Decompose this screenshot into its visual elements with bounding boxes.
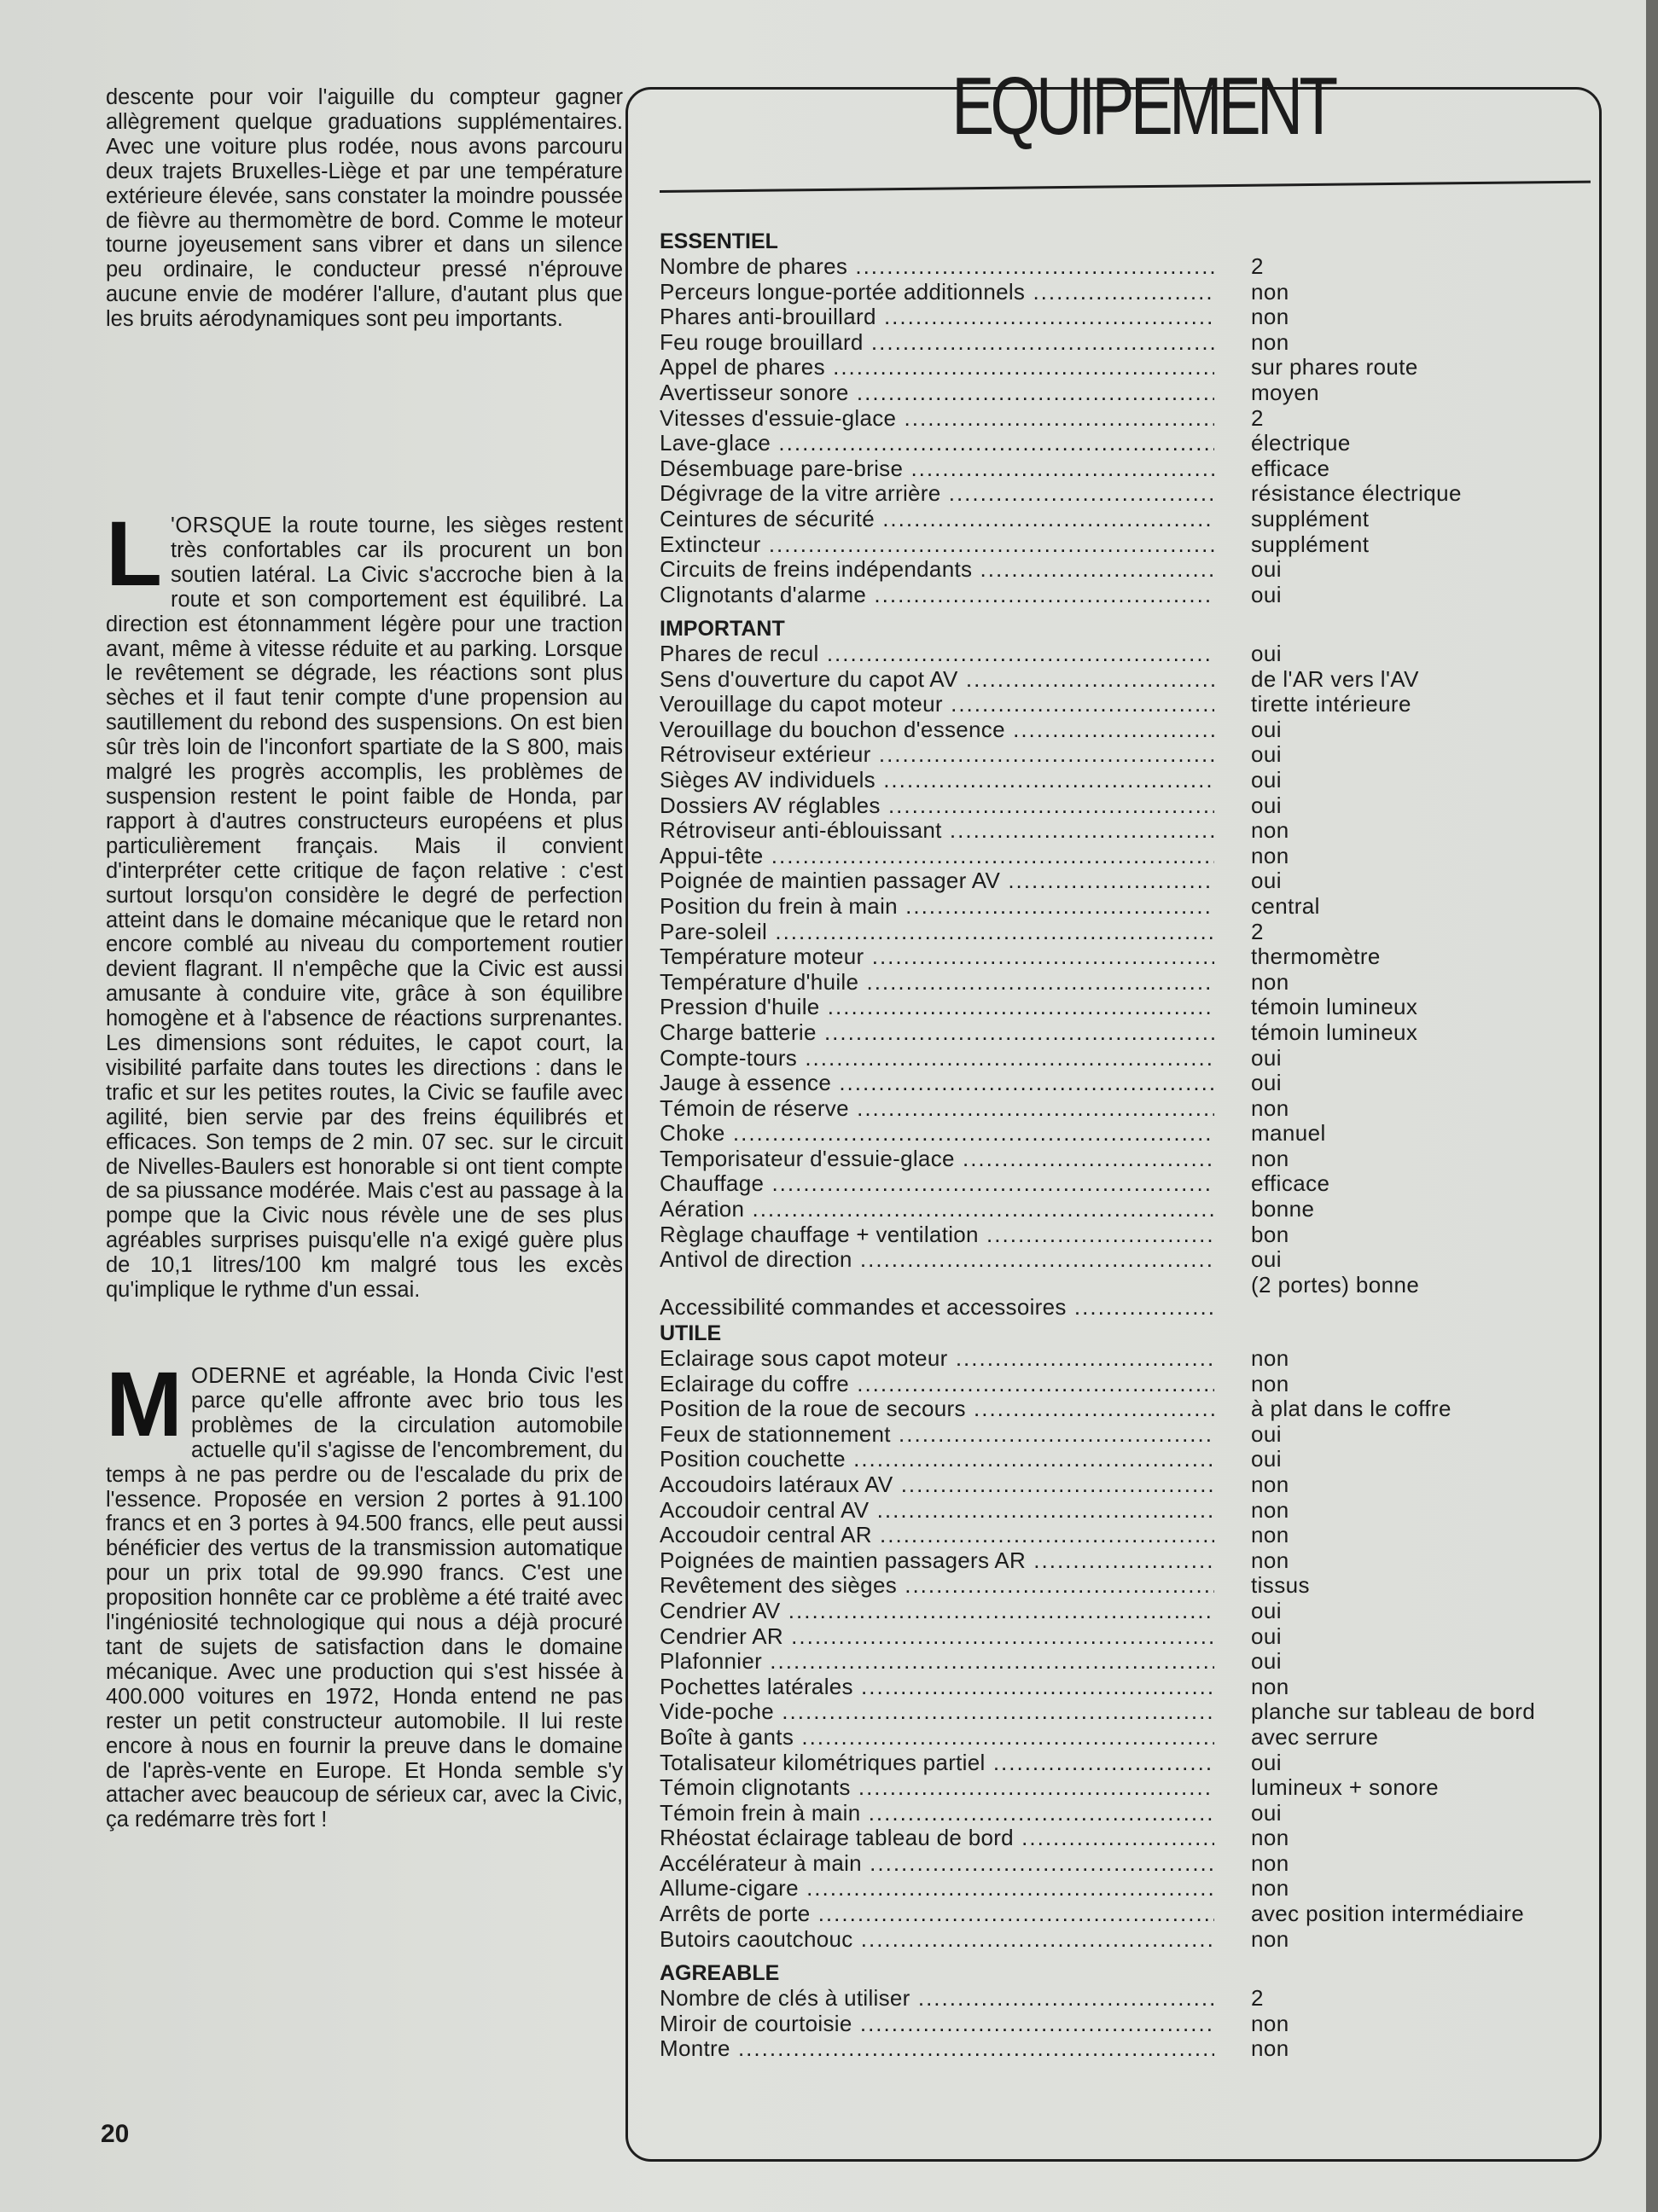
equipment-value: thermomètre: [1251, 943, 1381, 970]
equipment-value: oui: [1251, 581, 1282, 607]
page-edge-shadow: [1646, 0, 1658, 2212]
equipment-value: oui: [1251, 1044, 1282, 1071]
equipment-value: non: [1251, 1825, 1289, 1851]
equipment-label: Sièges AV individuels .....: [660, 768, 1214, 793]
equipment-row: [660, 1851, 1590, 1877]
article-paragraph-conclusion: [106, 1352, 623, 1832]
equipment-row: [660, 532, 1590, 558]
section-heading: AGREABLE: [660, 1961, 780, 1985]
equipment-value: oui: [1251, 1623, 1282, 1649]
equipment-row: [660, 1247, 1590, 1273]
equipment-label: Nombre de clés à utiliser .....: [660, 1986, 1214, 2012]
equipment-label: Verouillage du capot moteur .....: [660, 692, 1214, 717]
equipment-value: résistance électrique: [1251, 480, 1462, 507]
equipment-label: Perceurs longue-portée additionnels .....: [660, 280, 1214, 305]
equipment-label: Cendrier AV .....: [660, 1599, 1214, 1624]
equipment-label: Accoudoir central AV .....: [660, 1498, 1214, 1524]
equipment-value: 2: [1251, 1985, 1264, 2011]
equipment-value: non: [1251, 1673, 1289, 1699]
equipment-label: Accessibilité commandes et accessoires .....: [660, 1295, 1214, 1321]
equipment-value: efficace: [1251, 455, 1330, 481]
equipment-row: [660, 1372, 1590, 1397]
equipment-row: [660, 1422, 1590, 1448]
article-paragraph-handling: [106, 502, 623, 1303]
equipment-value: 2: [1251, 404, 1264, 431]
equipment-value: oui: [1251, 741, 1282, 768]
equipment-value: bonne: [1251, 1196, 1315, 1222]
equipment-label: Désembuage pare-brise .....: [660, 456, 1214, 482]
equipment-value: non: [1251, 328, 1289, 355]
equipment-label: Rhéostat éclairage tableau de bord .....: [660, 1826, 1214, 1851]
equipment-value: manuel: [1251, 1120, 1326, 1147]
equipment-value: non: [1251, 304, 1289, 330]
equipment-value: oui: [1251, 1246, 1282, 1273]
equipment-value: planche sur tableau de bord: [1251, 1698, 1536, 1725]
equipment-label: Rétroviseur extérieur .....: [660, 742, 1214, 768]
equipment-label: Poignées de maintien passagers AR .....: [660, 1548, 1214, 1574]
equipment-row: [660, 507, 1590, 532]
equipment-label: Position de la roue de secours .....: [660, 1396, 1214, 1422]
equipment-label: Verouillage du bouchon d'essence .....: [660, 717, 1214, 743]
equipment-label: Témoin frein à main .....: [660, 1801, 1214, 1826]
equipment-row: [660, 995, 1590, 1020]
equipment-label: Pression d'huile .....: [660, 995, 1214, 1020]
equipment-title: EQUIPEMENT: [951, 61, 1335, 152]
equipment-value: non: [1251, 968, 1289, 995]
equipment-value: moyen: [1251, 379, 1320, 405]
equipment-row: [660, 1046, 1590, 1071]
equipment-row: [660, 944, 1590, 970]
equipment-row: [660, 920, 1590, 945]
equipment-label: Appel de phares .....: [660, 355, 1214, 380]
paragraph-text: et agréable, la Honda Civic l'est parce qu'elle affronte avec brio tous les problèmes de la circulation automobile actuelle qu'il s'agisse de l'encombrement, du temps à ne pas perdre ou de l'escalade du prix de l'essence. Proposée en version 2 portes à 91.100 francs et en 3 portes à 94.500 francs, elle peut aussi bénéficier des vertus de la transmission automatique pour un prix total de 99.990 francs. C'est une proposition honnête car ce problème a été traité avec l'ingéniosité technologique qui nous a déjà procuré tant de sujets de satisfaction dans le domaine mécanique. Avec une production qui s'est hissée à 400.000 voitures en 1972, Honda entend ne pas rester un petit constructeur automobile. Il lui reste encore à nous en fournir la preuve dans le domaine de l'après-vente en Europe. Et Honda semble s'y attacher avec beaucoup de sérieux car, avec la Civic, ça redémarre très fort !: [106, 1364, 623, 1832]
equipment-label: Pare-soleil .....: [660, 920, 1214, 945]
equipment-value: non: [1251, 1925, 1289, 1952]
lead-word: 'ORSQUE: [170, 514, 272, 537]
equipment-label: Miroir de courtoisie .....: [660, 2012, 1214, 2037]
equipment-value: avec serrure: [1251, 1723, 1379, 1750]
equipment-value: non: [1251, 1496, 1289, 1523]
equipment-row: [660, 1750, 1590, 1776]
equipment-row: [660, 970, 1590, 996]
equipment-label: Aération .....: [660, 1197, 1214, 1222]
equipment-label: Cendrier AR .....: [660, 1624, 1214, 1650]
equipment-row: [660, 793, 1590, 819]
equipment-row: [660, 1986, 1590, 2012]
page-number: 20: [101, 2120, 130, 2148]
equipment-value: supplément: [1251, 505, 1370, 531]
equipment-value: non: [1251, 1370, 1289, 1396]
equipment-value: oui: [1251, 766, 1282, 792]
equipment-value: non: [1251, 817, 1289, 844]
article-paragraph-intro: descente pour voir l'aiguille du compteur gagner allègrement quelque graduations supplémentaires. Avec une voiture plus rodée, nous avons parcouru deux trajets Bruxelles-Liège et par une température extérieure élevée, sans constater la moindre poussée de fièvre au thermomètre de bord. Comme le moteur tourne joyeusement sans vibrer et dans un silence peu ordinaire, le conducteur pressé n'éprouve aucune envie de modérer l'allure, d'autant plus que les bruits aérodynamiques sont peu importants.: [106, 85, 623, 332]
equipment-value: oui: [1251, 1648, 1282, 1675]
equipment-value: oui: [1251, 1070, 1282, 1096]
paragraph-text: la route tourne, les sièges restent très confortables car ils procurent un bon soutien latéral. La Civic s'accroche bien à la route et son comportement est équilibré. La direction est étonnamment légère pour une traction avant, même à vitesse réduite et au parking. Lorsque le revêtement se dégrade, les réactions sont plus sèches et il faut tenir compte d'une propension au sautillement du rebond des suspensions. On est bien sûr très loin de l'inconfort spartiate de la S 800, mais malgré les progrès accomplis, les problèmes de suspension restent le point faible de Honda, par rapport à d'autres constructeurs européens et plus particulièrement français. Mais il convient d'interpréter cette critique de façon relative : c'est surtout lorsqu'on considère le degré de perfection atteint dans le domaine mécanique que le retard non encore comblé au niveau du comportement routier devient flagrant. Il n'empêche que la Civic est aussi amusante à conduire vite, grâce à son équilibre homogène et à l'absence de réactions surprenantes. Les dimensions sont réduites, le capot court, la visibilité parfaite dans toutes les directions : dans le trafic et sur les petites routes, la Civic se faufile avec agilité, bien servie par des freins équilibrés et efficaces. Son temps de 2 min. 07 sec. sur le circuit de Nivelles-Baulers est honorable si ont tient compte de sa piussance modérée. Mais c'est au passage à la pompe que la Civic nous révèle une de ses plus agréables surprises puisqu'elle n'a exigé guère plus de 10,1 litres/100 km malgré tous les excès qu'implique le rythme d'un essai.: [106, 514, 623, 1303]
equipment-row: [660, 844, 1590, 869]
equipment-value: électrique: [1251, 430, 1351, 456]
equipment-value: oui: [1251, 868, 1282, 894]
equipment-value: oui: [1251, 792, 1282, 818]
equipment-label: Dossiers AV réglables .....: [660, 793, 1214, 819]
equipment-value: lumineux + sonore: [1251, 1774, 1439, 1801]
equipment-label: Chauffage .....: [660, 1171, 1214, 1197]
equipment-value: oui: [1251, 1420, 1282, 1447]
dropcap-m: M: [106, 1352, 183, 1455]
equipment-label: Charge batterie .....: [660, 1020, 1214, 1046]
equipment-label: Position du frein à main .....: [660, 894, 1214, 920]
equipment-row: [660, 305, 1590, 330]
equipment-value: oui: [1251, 716, 1282, 742]
section-heading: IMPORTANT: [660, 617, 785, 641]
equipment-value: oui: [1251, 1749, 1282, 1775]
equipment-row: [660, 1171, 1590, 1197]
equipment-label: Montre .....: [660, 2036, 1214, 2062]
equipment-row: [660, 1498, 1590, 1524]
equipment-label: Phares de recul .....: [660, 642, 1214, 667]
equipment-value: avec position intermédiaire: [1251, 1901, 1525, 1927]
equipment-label: Compte-tours .....: [660, 1046, 1214, 1071]
equipment-label: Position couchette .....: [660, 1447, 1214, 1472]
equipment-label: Lave-glace .....: [660, 431, 1214, 456]
equipment-value: tirette intérieure: [1251, 691, 1411, 717]
equipment-value: bon: [1251, 1221, 1289, 1247]
equipment-label: Température moteur .....: [660, 944, 1214, 970]
equipment-row: [660, 431, 1590, 456]
equipment-row: [660, 642, 1590, 667]
equipment-row: [660, 1725, 1590, 1750]
equipment-value: à plat dans le coffre: [1251, 1396, 1451, 1422]
equipment-row: [660, 1071, 1590, 1096]
equipment-value: 2: [1251, 918, 1264, 944]
equipment-value: non: [1251, 278, 1289, 305]
equipment-label: Feux de stationnement .....: [660, 1422, 1214, 1448]
equipment-value: non: [1251, 1849, 1289, 1876]
equipment-value: non: [1251, 1145, 1289, 1171]
equipment-label: Arrêts de porte .....: [660, 1901, 1214, 1927]
equipment-value: non: [1251, 1547, 1289, 1573]
equipment-section-agreable: [660, 1960, 1590, 2062]
equipment-label: Totalisateur kilométriques partiel .....: [660, 1750, 1214, 1776]
equipment-value: oui: [1251, 1799, 1282, 1826]
equipment-row: [660, 1876, 1590, 1901]
equipment-row: [660, 1222, 1590, 1248]
equipment-row: [660, 1346, 1590, 1372]
equipment-value: non: [1251, 1471, 1289, 1497]
equipment-value: 2: [1251, 253, 1264, 279]
equipment-value: témoin lumineux: [1251, 994, 1418, 1020]
equipment-value: oui: [1251, 641, 1282, 666]
equipment-row: [660, 254, 1590, 280]
equipment-row: [660, 742, 1590, 768]
equipment-label: Vitesses d'essuie-glace .....: [660, 406, 1214, 432]
equipment-row: [660, 1927, 1590, 1953]
equipment-label: Accoudoir central AR .....: [660, 1523, 1214, 1548]
equipment-label: Nombre de phares .....: [660, 254, 1214, 280]
equipment-label: Phares anti-brouillard .....: [660, 305, 1214, 330]
equipment-label: Circuits de freins indépendants .....: [660, 557, 1214, 583]
equipment-value: sur phares route: [1251, 354, 1418, 380]
dropcap-l: L: [106, 502, 162, 605]
equipment-row: [660, 1096, 1590, 1122]
equipment-label: Clignotants d'alarme .....: [660, 583, 1214, 608]
equipment-row: [660, 1649, 1590, 1675]
equipment-label: Ceintures de sécurité .....: [660, 507, 1214, 532]
equipment-label: Temporisateur d'essuie-glace .....: [660, 1147, 1214, 1172]
equipment-row: [660, 717, 1590, 743]
equipment-section-essentiel: [660, 229, 1590, 607]
equipment-row: [660, 768, 1590, 793]
equipment-label: Boîte à gants .....: [660, 1725, 1214, 1750]
equipment-row: [660, 1020, 1590, 1046]
equipment-row: [660, 1147, 1590, 1172]
equipment-label: Jauge à essence .....: [660, 1071, 1214, 1096]
equipment-row: [660, 330, 1590, 356]
equipment-value: oui: [1251, 1446, 1282, 1472]
equipment-value: oui: [1251, 556, 1282, 583]
equipment-label: Dégivrage de la vitre arrière .....: [660, 481, 1214, 507]
equipment-value: non: [1251, 842, 1289, 868]
equipment-label: Pochettes latérales .....: [660, 1675, 1214, 1700]
equipment-label: Extincteur .....: [660, 532, 1214, 558]
equipment-row: [660, 1775, 1590, 1801]
article-column: [106, 85, 623, 1832]
equipment-row: [660, 1197, 1590, 1222]
equipment-row: [660, 355, 1590, 380]
equipment-row: [660, 1273, 1590, 1322]
equipment-label: Règlage chauffage + ventilation .....: [660, 1222, 1214, 1248]
equipment-label: Eclairage du coffre .....: [660, 1372, 1214, 1397]
equipment-row: [660, 692, 1590, 717]
equipment-value: témoin lumineux: [1251, 1019, 1418, 1045]
equipment-label: Plafonnier .....: [660, 1649, 1214, 1675]
equipment-row: [660, 1675, 1590, 1700]
equipment-value: non: [1251, 2035, 1289, 2062]
equipment-row: [660, 406, 1590, 432]
equipment-row: [660, 1573, 1590, 1599]
equipment-row: [660, 2036, 1590, 2062]
equipment-value: supplément: [1251, 531, 1370, 557]
equipment-row: [660, 894, 1590, 920]
equipment-row: [660, 583, 1590, 608]
equipment-label: Vide-poche .....: [660, 1699, 1214, 1725]
equipment-label: Rétroviseur anti-éblouissant .....: [660, 818, 1214, 844]
equipment-row: [660, 280, 1590, 305]
equipment-label: Allume-cigare .....: [660, 1876, 1214, 1901]
equipment-value: oui: [1251, 1597, 1282, 1623]
equipment-value: non: [1251, 1875, 1289, 1901]
equipment-row: [660, 868, 1590, 894]
equipment-row: [660, 1901, 1590, 1927]
equipment-section-utile: [660, 1321, 1590, 1952]
equipment-row: [660, 1396, 1590, 1422]
equipment-row: [660, 1523, 1590, 1548]
equipment-row: [660, 456, 1590, 482]
equipment-label: Choke .....: [660, 1121, 1214, 1147]
lead-word: ODERNE: [190, 1364, 288, 1388]
equipment-value: efficace: [1251, 1170, 1330, 1197]
equipment-label: Revêtement des sièges .....: [660, 1573, 1214, 1599]
equipment-label: Sens d'ouverture du capot AV .....: [660, 667, 1214, 693]
equipment-row: [660, 1472, 1590, 1498]
equipment-value: central: [1251, 892, 1320, 919]
equipment-row: [660, 1699, 1590, 1725]
equipment-row: [660, 1121, 1590, 1147]
equipment-label: Poignée de maintien passager AV .....: [660, 868, 1214, 894]
equipment-row: [660, 1599, 1590, 1624]
equipment-value: de l'AR vers l'AV: [1251, 665, 1419, 692]
equipment-label: Avertisseur sonore .....: [660, 380, 1214, 406]
equipment-label: Antivol de direction .....: [660, 1247, 1214, 1273]
equipment-label: Témoin clignotants .....: [660, 1775, 1214, 1801]
equipment-row: [660, 1447, 1590, 1472]
equipment-row: [660, 481, 1590, 507]
equipment-label: Butoirs caoutchouc .....: [660, 1927, 1214, 1953]
equipment-value: (2 portes) bonne: [1251, 1271, 1420, 1298]
equipment-label: Accélérateur à main .....: [660, 1851, 1214, 1877]
section-heading: UTILE: [660, 1321, 722, 1345]
equipment-label: Témoin de réserve .....: [660, 1096, 1214, 1122]
equipment-label: Eclairage sous capot moteur .....: [660, 1346, 1214, 1372]
equipment-row: [660, 1548, 1590, 1574]
equipment-row: [660, 557, 1590, 583]
section-heading: ESSENTIEL: [660, 229, 778, 253]
equipment-section-important: [660, 616, 1590, 1322]
equipment-label: Appui-tête .....: [660, 844, 1214, 869]
equipment-row: [660, 1801, 1590, 1826]
equipment-label: Température d'huile .....: [660, 970, 1214, 996]
equipment-value: tissus: [1251, 1572, 1310, 1599]
equipment-value: non: [1251, 1522, 1289, 1548]
equipment-row: [660, 667, 1590, 693]
equipment-row: [660, 818, 1590, 844]
equipment-row: [660, 1624, 1590, 1650]
equipment-label: Accoudoirs latéraux AV .....: [660, 1472, 1214, 1498]
equipment-row: [660, 1826, 1590, 1851]
equipment-label: Feu rouge brouillard .....: [660, 330, 1214, 356]
equipment-row: [660, 2012, 1590, 2037]
equipment-value: non: [1251, 1345, 1289, 1371]
equipment-row: [660, 380, 1590, 406]
equipment-value: non: [1251, 2010, 1289, 2036]
equipment-value: non: [1251, 1094, 1289, 1121]
